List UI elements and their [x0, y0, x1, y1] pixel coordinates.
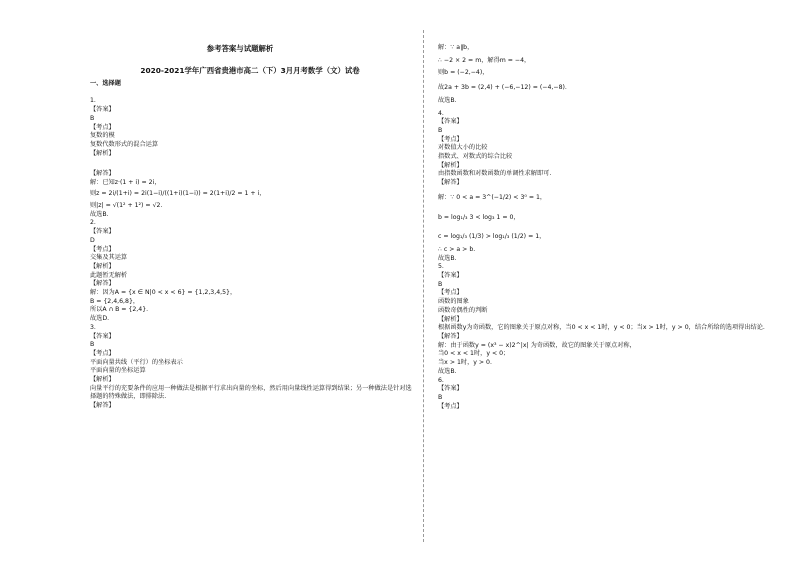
solution-line: 则|z| = √(1² + 1²) = √2.: [90, 201, 163, 209]
analysis-tag: 【解析】: [90, 262, 115, 270]
answer-tag: 【答案】: [90, 332, 115, 340]
solution-line: 故选B.: [438, 96, 457, 104]
doc-title: 参考答案与试题解析: [206, 44, 274, 53]
answer-value: B: [438, 393, 443, 401]
knowledge-point: 平面向量共线（平行）的坐标表示: [90, 358, 183, 366]
answer-value: B: [438, 126, 443, 134]
question-number: 5.: [438, 263, 444, 271]
knowledge-tag: 【考点】: [90, 349, 115, 357]
solution-line: 当x > 1时，y > 0.: [438, 359, 492, 367]
analysis-tag: 【解析】: [438, 315, 463, 323]
knowledge-point: 复数代数形式的混合运算: [90, 140, 159, 148]
solution-tag: 【解答】: [438, 332, 463, 340]
question-number: 6.: [438, 376, 444, 384]
knowledge-point: 平面向量的坐标运算: [90, 367, 146, 375]
solution-line: 则b = (−2,−4)，: [438, 69, 489, 77]
knowledge-point: 函数的图象: [438, 298, 469, 306]
section-heading: 一、选择题: [90, 80, 121, 87]
question-number: 4.: [438, 109, 444, 117]
knowledge-tag: 【考点】: [438, 135, 463, 143]
analysis-text: 由指数函数和对数函数的单调性求解即可.: [438, 170, 552, 178]
analysis-text: 根据函数y为奇函数，它的图象关于原点对称，当0 < x < 1时，y < 0；当x > 1时，y > 0，结合所给的选项得出结论.: [438, 324, 765, 332]
solution-tag: 【解答】: [90, 280, 115, 288]
question-number: 1.: [90, 97, 96, 105]
analysis-text: 此题暂无解析: [90, 271, 128, 279]
solution-tag: 【解答】: [90, 402, 115, 410]
knowledge-tag: 【考点】: [90, 245, 115, 253]
question-number: 2.: [90, 219, 96, 227]
knowledge-tag: 【考点】: [438, 402, 463, 410]
solution-line: 当0 < x < 1时，y < 0；: [438, 350, 510, 358]
knowledge-tag: 【考点】: [438, 289, 463, 297]
solution-line: 故选D.: [90, 315, 110, 323]
solution-line: ∴ −2 × 2 = m，解得m = −4，: [438, 56, 531, 64]
solution-line: 故选B.: [438, 367, 457, 375]
knowledge-point: 复数的模: [90, 132, 115, 140]
solution-line: c = log₁/₃ (1/3) > log₁/₃ (1/2) = 1，: [438, 233, 546, 241]
knowledge-point: 交集及其运算: [90, 254, 128, 262]
answer-tag: 【答案】: [90, 228, 115, 236]
answer-value: B: [90, 341, 95, 349]
doc-subtitle: 2020-2021学年广西省贵港市高二（下）3月月考数学（文）试卷: [140, 66, 360, 75]
solution-line: 解：因为A = {x ∈ N|0 < x < 6} = {1,2,3,4,5}，: [90, 289, 237, 297]
knowledge-tag: 【考点】: [90, 123, 115, 131]
answer-tag: 【答案】: [438, 272, 463, 280]
solution-tag: 【解答】: [438, 179, 463, 187]
solution-line: 则z = 2i/(1+i) = 2i(1−i)/((1+i)(1−i)) = 2(1+i)/2 = 1 + i，: [90, 189, 266, 197]
analysis-text: 向量平行的充要条件的应用一种做法是根据平行求出向量的坐标，然后用向量线性运算得到结果；另一种做法是针对选择题的特殊做法，即排除法.: [90, 384, 412, 401]
knowledge-point: 函数奇偶性的判断: [438, 306, 488, 314]
analysis-tag: 【解析】: [90, 149, 115, 157]
answer-tag: 【答案】: [90, 106, 115, 114]
analysis-tag: 【解析】: [438, 161, 463, 169]
solution-line: ∴ c > a > b.: [438, 245, 476, 253]
solution-line: 故2a + 3b = (2,4) + (−6,−12) = (−4,−8).: [438, 84, 567, 92]
fold-line: [423, 30, 424, 542]
question-number: 3.: [90, 323, 96, 331]
solution-line: 解：由于函数y = (x³ − x)2^|x| 为奇函数，故它的图象关于原点对称，: [438, 341, 636, 349]
solution-line: b = log₁/₃ 3 < log₃ 1 = 0，: [438, 213, 520, 221]
solution-line: 解：∵ 0 < a = 3^(−1/2) < 3⁰ = 1，: [438, 193, 547, 201]
knowledge-point: 指数式、对数式的综合比较: [438, 153, 513, 161]
left-column: [90, 80, 412, 411]
solution-line: 解：已知z·(1 + i) = 2i，: [90, 179, 161, 187]
answer-value: B: [438, 280, 443, 288]
answer-tag: 【答案】: [438, 118, 463, 126]
right-column: [438, 44, 770, 411]
knowledge-point: 对数值大小的比较: [438, 144, 488, 152]
answer-value: D: [90, 236, 95, 244]
solution-line: 所以A ∩ B = {2,4}.: [90, 306, 149, 314]
analysis-tag: 【解析】: [90, 376, 115, 384]
solution-line: 故选B.: [438, 254, 457, 262]
solution-tag: 【解答】: [90, 170, 115, 178]
answer-value: B: [90, 114, 95, 122]
solution-line: 故选B.: [90, 210, 109, 218]
solution-line: B = {2,4,6,8}，: [90, 297, 140, 305]
answer-tag: 【答案】: [438, 385, 463, 393]
solution-line: 解：∵ a∥b，: [438, 44, 474, 51]
